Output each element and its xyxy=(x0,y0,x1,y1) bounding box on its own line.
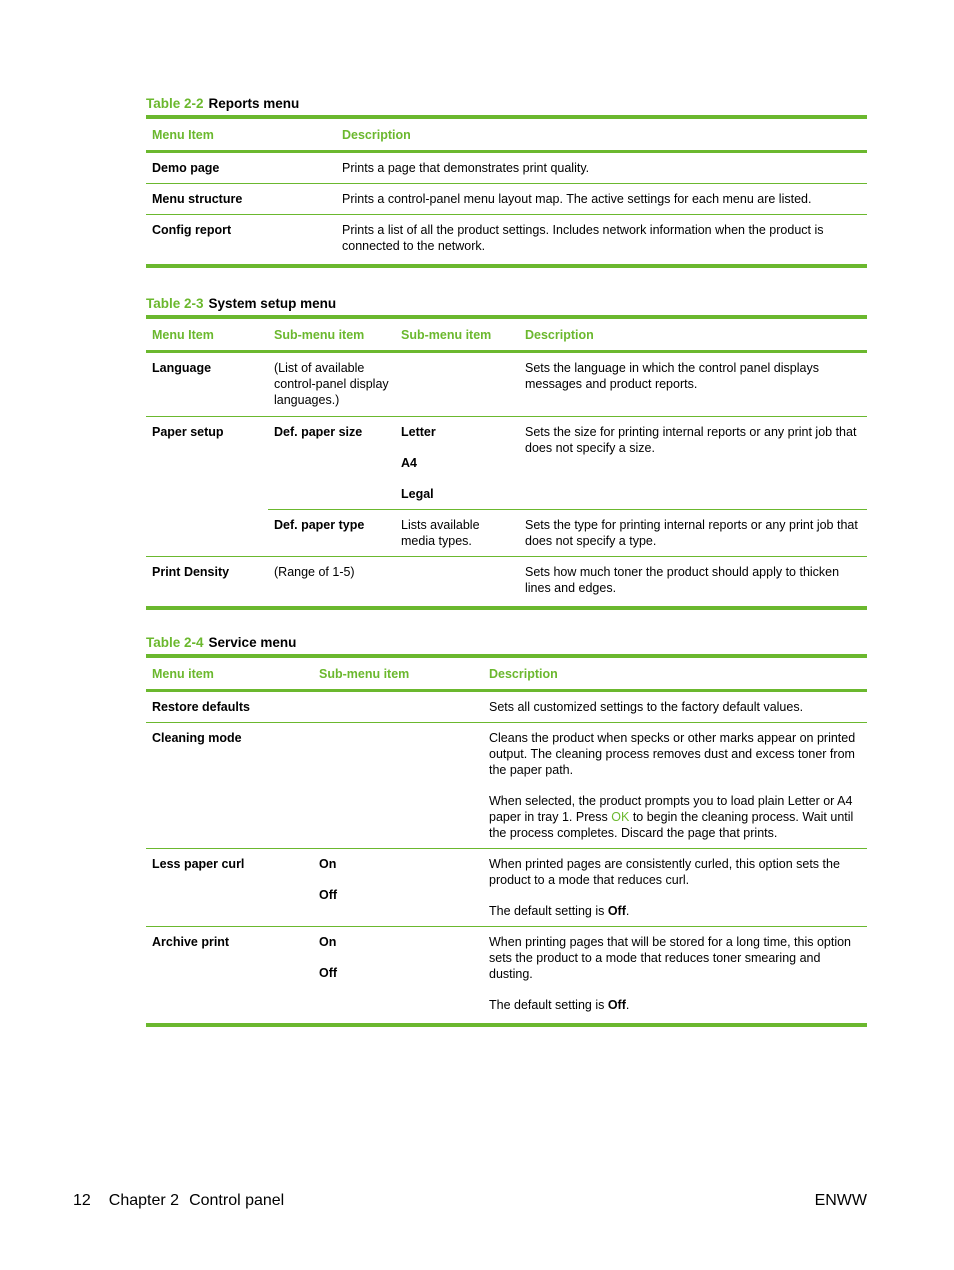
menu-item-cell: Menu structure xyxy=(146,184,336,215)
header-row xyxy=(146,317,867,352)
sub-menu-cell xyxy=(395,557,519,609)
menu-item-cell: Archive print xyxy=(152,935,230,949)
header-row xyxy=(146,656,867,691)
caption-number: Table 2-2 xyxy=(146,96,204,111)
table-row xyxy=(146,352,867,417)
sub-menu-cell xyxy=(313,849,483,927)
sub-menu-cell xyxy=(313,691,483,723)
system-setup-menu-table xyxy=(146,315,867,610)
description-cell xyxy=(483,849,867,927)
option-a4: A4 xyxy=(401,456,417,470)
table-row xyxy=(146,417,867,510)
caption-number: Table 2-3 xyxy=(146,296,204,311)
menu-item-cell: Print Density xyxy=(152,565,230,579)
text-span: . xyxy=(625,904,630,918)
menu-item-cell: Less paper curl xyxy=(146,849,313,927)
description-cell: Prints a control-panel menu layout map. The active settings for each menu are listed. xyxy=(336,184,867,215)
sub-menu-cell: (List of available control-panel display languages.) xyxy=(268,352,395,417)
option-off: Off xyxy=(319,966,338,980)
text-span: to begin the cleaning process. Wait until the process completes. Discard the page that prints. xyxy=(489,810,854,840)
table-row xyxy=(146,849,867,927)
description-cell: Sets the type for printing internal reports or any print job that does not specify a type. xyxy=(519,510,867,557)
description-paragraph xyxy=(489,997,861,1013)
option-letter: Letter xyxy=(401,425,436,439)
chapter-label: Chapter 2 xyxy=(108,1192,180,1209)
description-paragraph: Cleans the product when specks or other marks appear on printed output. The cleaning process removes dust and excess toner from the paper path. xyxy=(489,731,856,777)
page-footer-right: ENWW xyxy=(814,1192,867,1209)
column-header: Description xyxy=(336,117,867,152)
description-paragraph: When printed pages are consistently curled, this option sets the product to a mode that reduces curl. xyxy=(489,857,840,887)
option-off: Off xyxy=(319,888,338,902)
description-cell xyxy=(483,723,867,849)
column-header: Menu item xyxy=(146,656,313,691)
menu-item-cell: Language xyxy=(146,352,268,417)
description-cell xyxy=(483,927,867,1026)
column-header: Menu Item xyxy=(146,317,268,352)
text-span: When selected, the product prompts you to load plain Letter or A4 paper in tray 1. Press xyxy=(489,794,853,824)
column-header: Description xyxy=(519,317,867,352)
table-row xyxy=(146,927,867,1026)
sub-menu-cell: (Range of 1-5) xyxy=(274,565,355,579)
sub-menu-cell: Def. paper size xyxy=(274,425,363,439)
menu-item-cell: Restore defaults xyxy=(146,691,313,723)
description-cell: Prints a list of all the product settings. Includes network information when the product is connected to the network. xyxy=(342,223,824,253)
text-span: . xyxy=(625,998,630,1012)
description-paragraph: When printing pages that will be stored for a long time, this option sets the product to a mode that reduces toner smearing and dusting. xyxy=(489,935,852,981)
sub-menu-cell: Lists available media types. xyxy=(395,510,519,557)
sub-menu-cell: Def. paper type xyxy=(268,510,395,557)
caption-title: Reports menu xyxy=(208,96,300,111)
column-header: Sub-menu item xyxy=(268,317,395,352)
table-row xyxy=(146,215,867,267)
menu-item-cell: Paper setup xyxy=(146,417,268,557)
caption-title: System setup menu xyxy=(208,296,337,311)
description-cell: Sets the language in which the control panel displays messages and product reports. xyxy=(519,352,867,417)
text-span: The default setting is xyxy=(489,998,608,1012)
table-row xyxy=(146,184,867,215)
table-2-2-caption xyxy=(146,96,299,112)
column-header: Sub-menu item xyxy=(313,656,483,691)
column-header: Menu Item xyxy=(146,117,336,152)
column-header: Description xyxy=(483,656,867,691)
table-row xyxy=(146,723,867,849)
header-row xyxy=(146,117,867,152)
option-on: On xyxy=(319,857,337,871)
caption-number: Table 2-4 xyxy=(146,635,204,650)
description-cell: Sets how much toner the product should apply to thicken lines and edges. xyxy=(525,565,840,595)
menu-item-cell: Config report xyxy=(152,223,232,237)
menu-item-cell: Demo page xyxy=(146,152,336,184)
page-footer-left xyxy=(73,1193,284,1209)
service-menu-table xyxy=(146,654,867,1027)
sub-menu-cell xyxy=(313,723,483,849)
caption-title: Service menu xyxy=(208,635,297,650)
description-paragraph xyxy=(489,903,861,919)
option-on: On xyxy=(319,935,337,949)
default-value: Off xyxy=(607,904,626,918)
menu-item-cell: Cleaning mode xyxy=(146,723,313,849)
description-cell: Sets the size for printing internal reports or any print job that does not specify a size. xyxy=(525,425,857,455)
sub-menu-cell xyxy=(395,352,519,417)
table-2-3-caption xyxy=(146,296,336,312)
reports-menu-table xyxy=(146,115,867,268)
paper-size-options xyxy=(395,417,519,510)
table-2-4-caption xyxy=(146,635,296,651)
table-row xyxy=(146,691,867,723)
description-cell: Prints a page that demonstrates print quality. xyxy=(336,152,867,184)
table-row xyxy=(146,152,867,184)
option-legal: Legal xyxy=(401,487,434,501)
column-header: Sub-menu item xyxy=(395,317,519,352)
chapter-title: Control panel xyxy=(189,1192,285,1209)
sub-menu-cell xyxy=(313,927,483,1026)
table-row xyxy=(146,557,867,609)
description-cell: Sets all customized settings to the factory default values. xyxy=(483,691,867,723)
description-paragraph xyxy=(489,793,861,841)
page-number: 12 xyxy=(73,1192,91,1209)
text-span: The default setting is xyxy=(489,904,608,918)
ok-button-reference: OK xyxy=(611,810,630,824)
default-value: Off xyxy=(607,998,626,1012)
